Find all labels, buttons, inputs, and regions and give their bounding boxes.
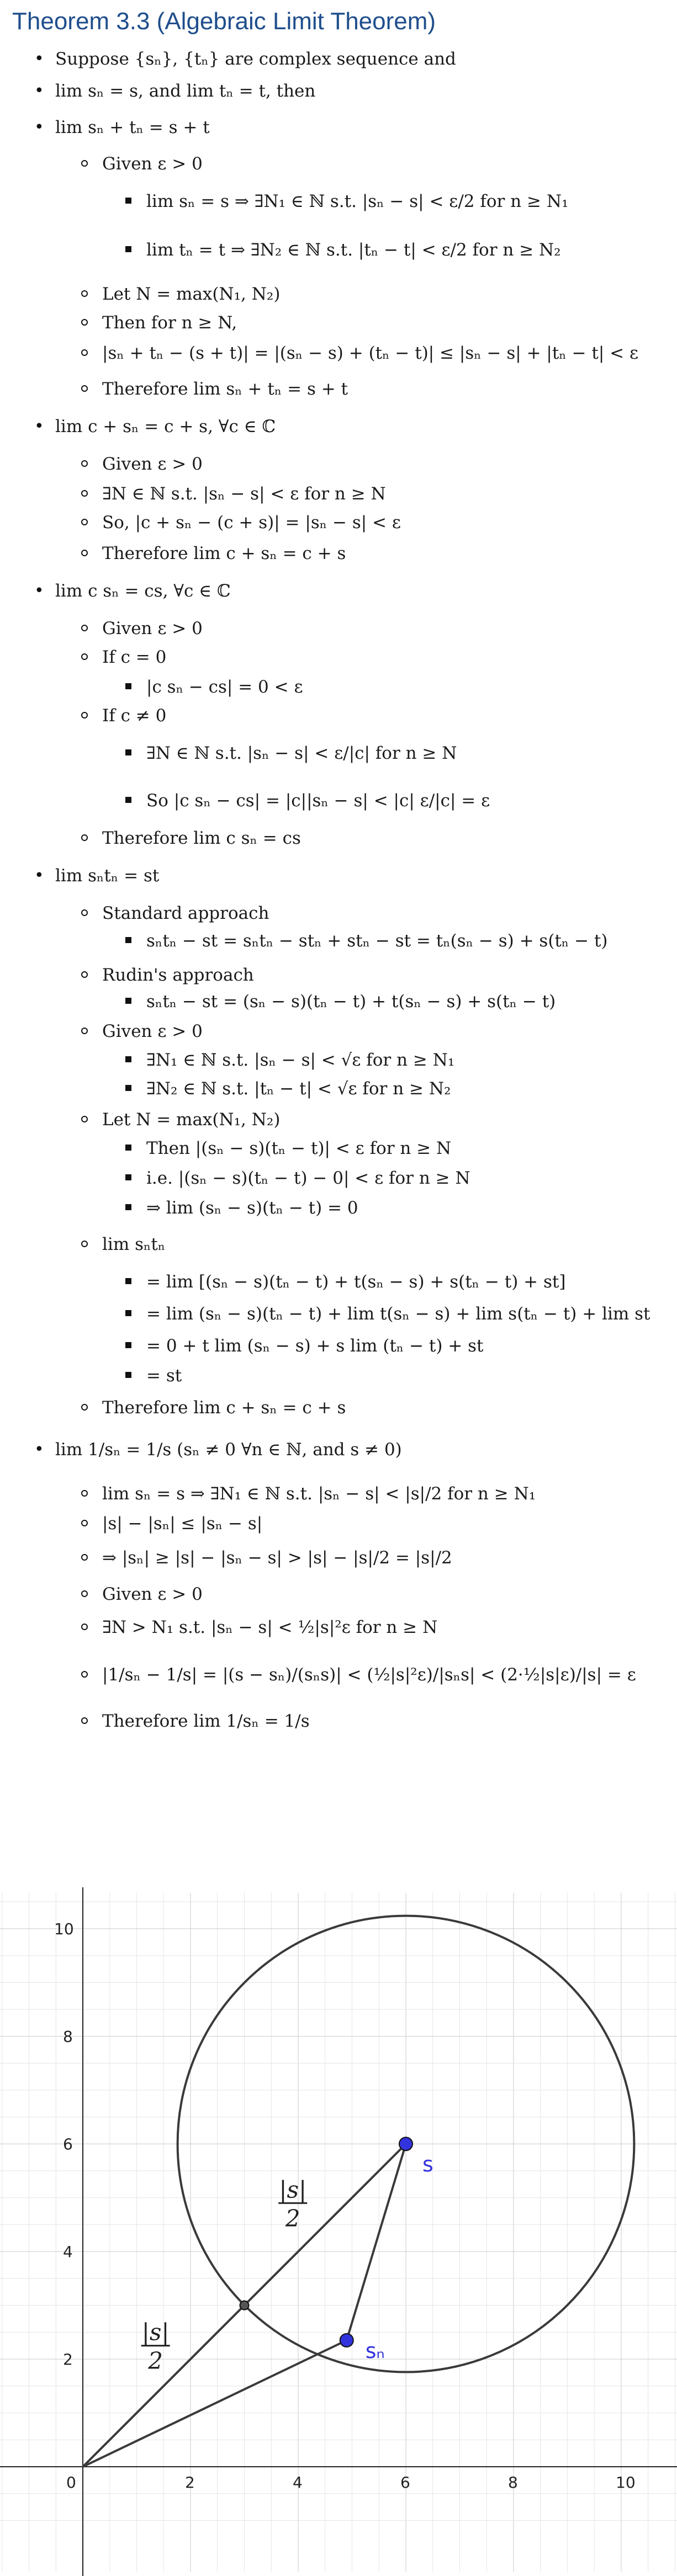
proof-line: Therefore lim c + sₙ = c + s — [102, 544, 346, 563]
proof-line: ∃N > N₁ s.t. |sₙ − s| < ½|s|²ε for n ≥ N — [102, 1617, 438, 1637]
proof-line: |1/sₙ − 1/s| = |(s − sₙ)/(sₙs)| < (½|s|²ε)/|sₙs| < (2·½|s|ε)/|s| = ε — [102, 1665, 636, 1685]
proof-line: Therefore lim c + sₙ = c + s — [102, 1398, 346, 1418]
point-s — [399, 2137, 412, 2151]
proof-line: • lim sₙtₙ = st — [55, 867, 159, 885]
y-tick-label: 10 — [54, 1920, 74, 1938]
proof-line: If c = 0 — [102, 647, 167, 667]
grid — [0, 1893, 677, 2572]
proof-line: |c sₙ − cs| = 0 < ε — [146, 677, 303, 697]
proof-line: Standard approach — [102, 903, 269, 923]
proof-line: • Suppose {sₙ}, {tₙ} are complex sequence and — [55, 51, 456, 68]
proof-line: ∃N₂ ∈ ℕ s.t. |tₙ − t| < √ε for n ≥ N₂ — [146, 1079, 451, 1099]
label-half-s-upper-denominator: 2 — [285, 2205, 300, 2232]
page-title: Theorem 3.3 (Algebraic Limit Theorem) — [12, 8, 436, 35]
proof-line: Therefore lim 1/sₙ = 1/s — [102, 1711, 310, 1731]
label-sn: sₙ — [365, 2338, 385, 2363]
figure-shapes — [83, 1916, 634, 2467]
proof-line: ⇒ |sₙ| ≥ |s| − |sₙ − s| > |s| − |s|/2 = |s|/2 — [102, 1548, 452, 1568]
x-tick-label: 8 — [508, 2473, 518, 2492]
proof-line: • lim c + sₙ = c + s, ∀c ∈ ℂ — [55, 418, 276, 435]
proof-line: Given ε > 0 — [102, 154, 203, 174]
x-tick-label: 6 — [400, 2473, 410, 2492]
geometry-figure — [0, 1887, 677, 2576]
proof-line: = st — [146, 1366, 182, 1386]
proof-line: If c ≠ 0 — [102, 706, 167, 726]
proof-line: ∃N₁ ∈ ℕ s.t. |sₙ − s| < √ε for n ≥ N₁ — [146, 1050, 455, 1070]
proof-line: i.e. |(sₙ − s)(tₙ − t) − 0| < ε for n ≥ N — [146, 1168, 470, 1188]
proof-line: lim sₙ = s ⇒ ∃N₁ ∈ ℕ s.t. |sₙ − s| < |s|/2 for n ≥ N₁ — [102, 1484, 536, 1504]
proof-line: lim sₙtₙ — [102, 1234, 166, 1254]
proof-line: • lim c sₙ = cs, ∀c ∈ ℂ — [55, 583, 231, 600]
x-tick-label: 4 — [293, 2473, 303, 2492]
x-tick-label: 2 — [185, 2473, 195, 2492]
proof-line: = lim [(sₙ − s)(tₙ − t) + t(sₙ − s) + s(tₙ − t) + st] — [146, 1272, 566, 1292]
proof-line: ∃N ∈ ℕ s.t. |sₙ − s| < ε for n ≥ N — [102, 484, 386, 504]
proof-line: • lim sₙ + tₙ = s + t — [55, 119, 210, 136]
proof-line: ∃N ∈ ℕ s.t. |sₙ − s| < ε/|c| for n ≥ N — [146, 743, 457, 763]
proof-line: = 0 + t lim (sₙ − s) + s lim (tₙ − t) + st — [146, 1336, 484, 1356]
proof-line: Let N = max(N₁, N₂) — [102, 1110, 281, 1130]
proof-line: So |c sₙ − cs| = |c||sₙ − s| < |c| ε/|c| = ε — [146, 791, 490, 811]
proof-line: So, |c + sₙ − (c + s)| = |sₙ − s| < ε — [102, 513, 401, 533]
label-s: s — [422, 2152, 433, 2176]
y-tick-label: 2 — [63, 2350, 73, 2369]
proof-line: sₙtₙ − st = (sₙ − s)(tₙ − t) + t(sₙ − s) + s(tₙ − t) — [146, 992, 556, 1012]
x-tick-label: 0 — [66, 2473, 76, 2492]
proof-line: • lim sₙ = s, and lim tₙ = t, then — [55, 83, 315, 100]
proof-line: Then |(sₙ − s)(tₙ − t)| < ε for n ≥ N — [146, 1138, 452, 1158]
midpoint-marker — [240, 2301, 249, 2310]
y-tick-label: 4 — [63, 2243, 73, 2261]
proof-line: |s| − |sₙ| ≤ |sₙ − s| — [102, 1514, 263, 1534]
x-tick-label: 10 — [616, 2473, 636, 2492]
proof-line: • lim 1/sₙ = 1/s (sₙ ≠ 0 ∀n ∈ ℕ, and s ≠ 0) — [55, 1441, 402, 1459]
proof-line: Rudin's approach — [102, 965, 254, 985]
label-half-s-upper-numerator: |s| — [279, 2176, 307, 2204]
proof-line: Given ε > 0 — [102, 1021, 203, 1041]
y-tick-label: 6 — [63, 2135, 73, 2153]
proof-line: lim tₙ = t ⇒ ∃N₂ ∈ ℕ s.t. |tₙ − t| < ε/2 for n ≥ N₂ — [146, 240, 561, 260]
label-half-s-lower-numerator: |s| — [141, 2318, 170, 2346]
proof-line: = lim (sₙ − s)(tₙ − t) + lim t(sₙ − s) + lim s(tₙ − t) + lim st — [146, 1304, 650, 1324]
proof-line: lim sₙ = s ⇒ ∃N₁ ∈ ℕ s.t. |sₙ − s| < ε/2 for n ≥ N₁ — [146, 191, 569, 211]
proof-line: Given ε > 0 — [102, 619, 203, 638]
proof-line: Given ε > 0 — [102, 1584, 203, 1604]
point-sn — [340, 2334, 353, 2347]
proof-line: Therefore lim sₙ + tₙ = s + t — [102, 379, 348, 399]
proof-line: Given ε > 0 — [102, 454, 203, 474]
proof-line: Let N = max(N₁, N₂) — [102, 284, 281, 304]
proof-line: Then for n ≥ N, — [102, 313, 237, 333]
proof-line: sₙtₙ − st = sₙtₙ − stₙ + stₙ − st = tₙ(sₙ − s) + s(tₙ − t) — [146, 931, 608, 951]
y-tick-label: 8 — [63, 2027, 73, 2046]
label-half-s-lower-denominator: 2 — [148, 2347, 163, 2375]
proof-line: |sₙ + tₙ − (s + t)| = |(sₙ − s) + (tₙ − t)| ≤ |sₙ − s| + |tₙ − t| < ε — [102, 343, 639, 363]
proof-line: ⇒ lim (sₙ − s)(tₙ − t) = 0 — [146, 1198, 358, 1218]
proof-line: Therefore lim c sₙ = cs — [102, 828, 301, 848]
